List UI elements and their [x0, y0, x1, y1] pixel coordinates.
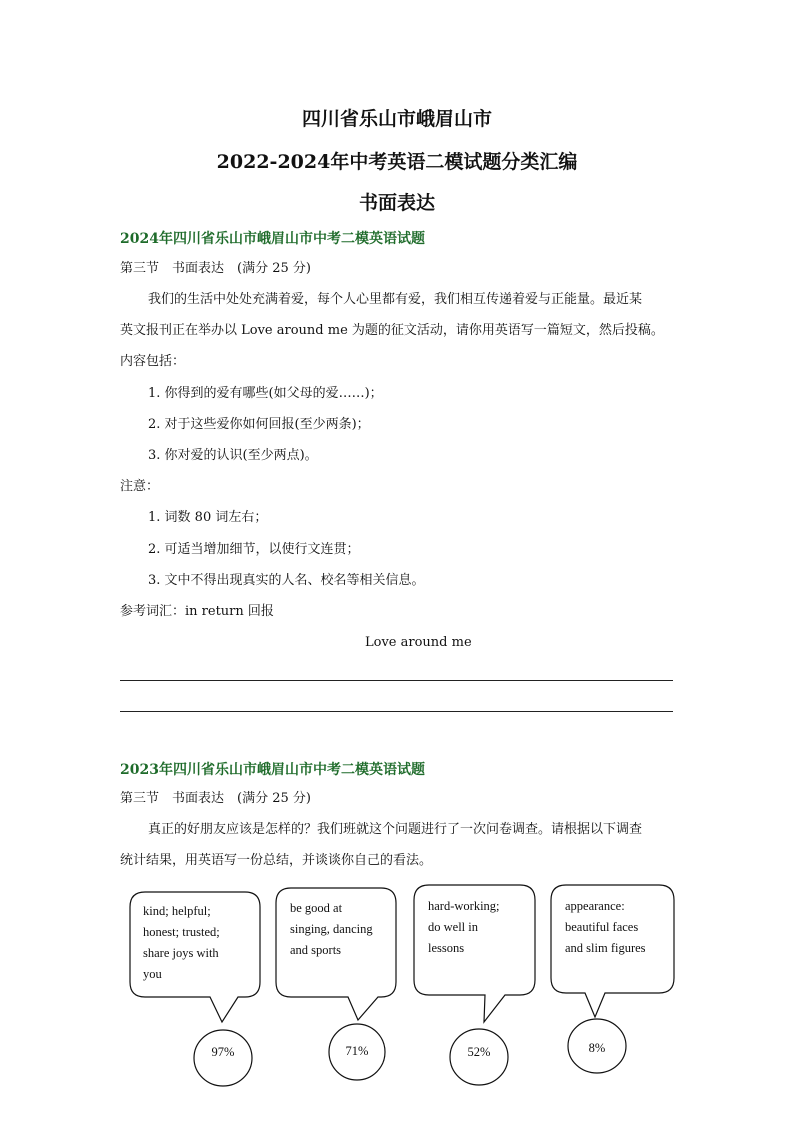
content-item-2: 2. 对于这些爱你如何回报(至少两条)； — [148, 417, 370, 432]
bubble-2-line-2: singing, dancing — [290, 922, 373, 936]
percent-3: 52% — [467, 1045, 491, 1059]
note-item-1: 1. 词数 80 词左右； — [148, 510, 268, 525]
bubble-4-line-1: appearance: — [565, 899, 625, 913]
notes-label: 注意： — [120, 479, 160, 494]
bubble-3-line-2: do well in — [428, 920, 478, 934]
bubble-2-line-1: be good at — [290, 901, 343, 915]
content-item-3: 3. 你对爱的认识(至少两点)。 — [148, 448, 318, 463]
percent-1: 97% — [211, 1045, 235, 1059]
section-label-2023: 第三节 书面表达 (满分 25 分) — [120, 791, 311, 806]
section-heading-2024: 2024年四川省乐山市峨眉山市中考二模英语试题 — [120, 231, 425, 247]
bubble-1-line-3: share joys with — [143, 946, 219, 960]
essay-title: Love around me — [365, 635, 472, 650]
doc-title-years: 2022-2024年中考英语二模试题分类汇编 — [216, 151, 578, 173]
percent-2: 71% — [345, 1044, 369, 1058]
bubble-3-line-3: lessons — [428, 941, 465, 955]
percent-4: 8% — [588, 1041, 606, 1055]
bubble-1-line-1: kind; helpful; — [143, 904, 211, 918]
content-label: 内容包括： — [120, 354, 186, 369]
prompt-line-1-2023: 真正的好朋友应该是怎样的？我们班就这个问题进行了一次问卷调查。请根据以下调查 — [148, 822, 643, 837]
bubble-4-line-2: beautiful faces — [565, 920, 639, 934]
section-label-2024: 第三节 书面表达 (满分 25 分) — [120, 261, 311, 276]
doc-title-region: 四川省乐山市峨眉山市 — [301, 108, 492, 130]
note-item-2: 2. 可适当增加细节，以使行文连贯； — [148, 542, 360, 557]
doc-title-topic: 书面表达 — [358, 192, 435, 214]
section-heading-2023: 2023年四川省乐山市峨眉山市中考二模英语试题 — [120, 762, 425, 778]
vocab-hint: 参考词汇：in return 回报 — [120, 604, 274, 619]
bubble-4-line-3: and slim figures — [565, 941, 646, 955]
prompt-line-1-2024: 我们的生活中处处充满着爱，每个人心里都有爱，我们相互传递着爱与正能量。最近某 — [148, 292, 643, 307]
prompt-line-2-2024: 英文报刊正在举办以 Love around me 为题的征文活动，请你用英语写一篇短文，然后投稿。 — [120, 323, 664, 338]
bubble-2-line-3: and sports — [290, 943, 342, 957]
bubble-1-line-4: you — [143, 967, 162, 981]
prompt-line-2-2023: 统计结果，用英语写一份总结，并谈谈你自己的看法。 — [120, 853, 433, 868]
bubble-1-line-2: honest; trusted; — [143, 925, 220, 939]
content-item-1: 1. 你得到的爱有哪些(如父母的爱……)； — [148, 386, 383, 401]
bubble-3-line-1: hard-working; — [428, 899, 500, 913]
note-item-3: 3. 文中不得出现真实的人名、校名等相关信息。 — [148, 573, 425, 588]
